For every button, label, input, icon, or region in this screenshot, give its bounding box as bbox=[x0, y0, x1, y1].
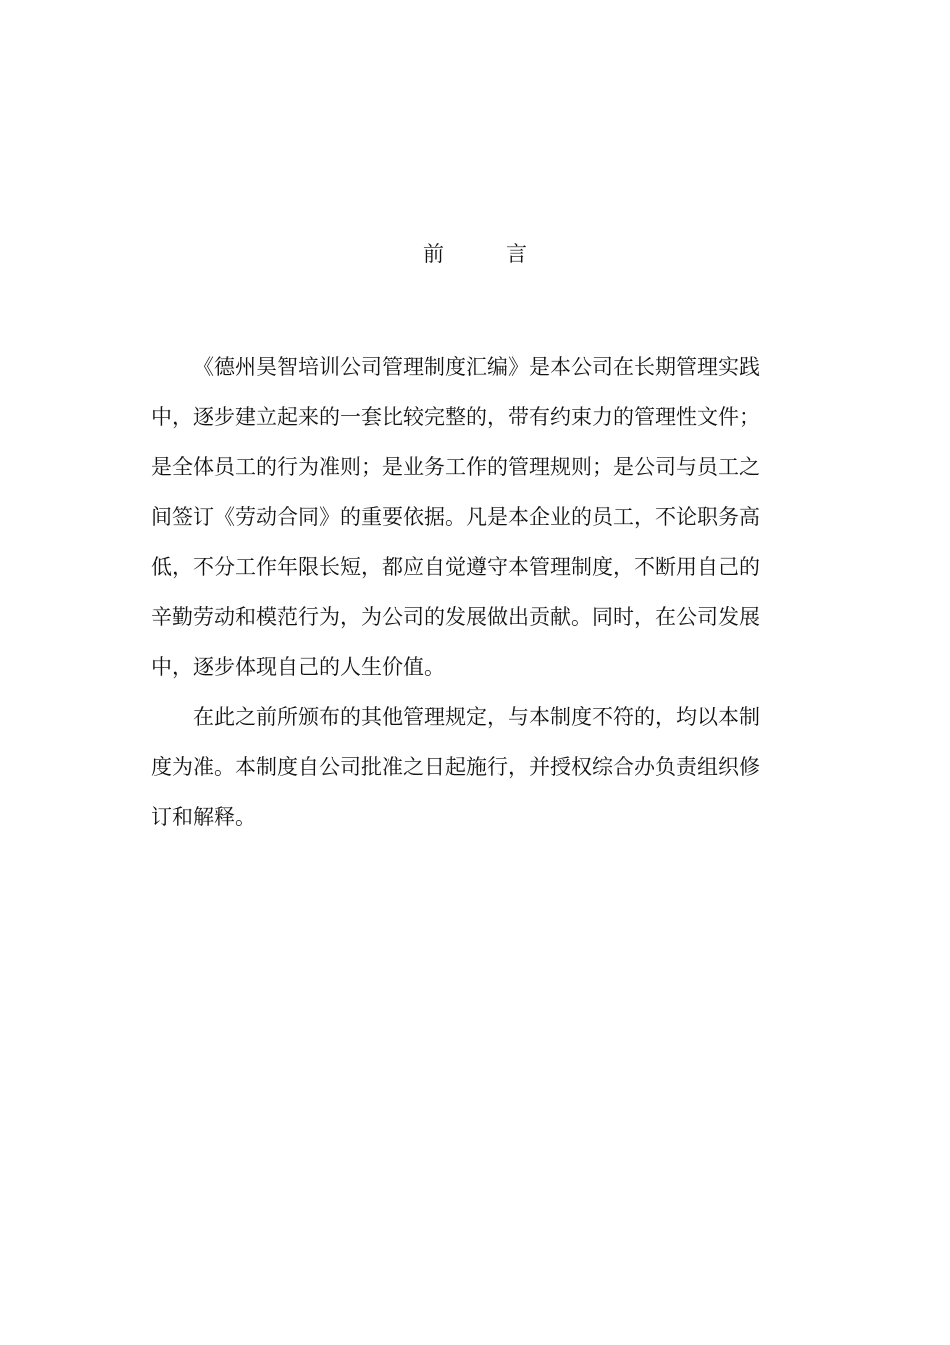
paragraph-line: 辛勤劳动和模范行为，为公司的发展做出贡献。同时，在公司发展 bbox=[151, 605, 760, 629]
paragraph-line: 订和解释。 bbox=[151, 805, 256, 829]
paragraph-line: 度为准。本制度自公司批准之日起施行，并授权综合办负责组织修 bbox=[151, 755, 760, 779]
paragraph-line: 低，不分工作年限长短，都应自觉遵守本管理制度，不断用自己的 bbox=[151, 555, 760, 579]
paragraph-line: 在此之前所颁布的其他管理规定，与本制度不符的，均以本制 bbox=[193, 705, 760, 729]
paragraph-line: 间签订《劳动合同》的重要依据。凡是本企业的员工，不论职务高 bbox=[151, 505, 760, 529]
title-char-2: 言 bbox=[506, 242, 527, 266]
paragraph-1 bbox=[151, 346, 763, 696]
paragraph-line: 中，逐步建立起来的一套比较完整的，带有约束力的管理性文件； bbox=[151, 405, 760, 429]
preface-body bbox=[151, 346, 763, 846]
paragraph-2 bbox=[151, 696, 763, 846]
paragraph-line: 是全体员工的行为准则；是业务工作的管理规则；是公司与员工之 bbox=[151, 455, 760, 479]
paragraph-line: 中，逐步体现自己的人生价值。 bbox=[151, 655, 445, 679]
paragraph-line: 《德州昊智培训公司管理制度汇编》是本公司在长期管理实践 bbox=[193, 355, 760, 379]
page-title bbox=[0, 239, 950, 269]
title-char-1: 前 bbox=[423, 242, 444, 266]
